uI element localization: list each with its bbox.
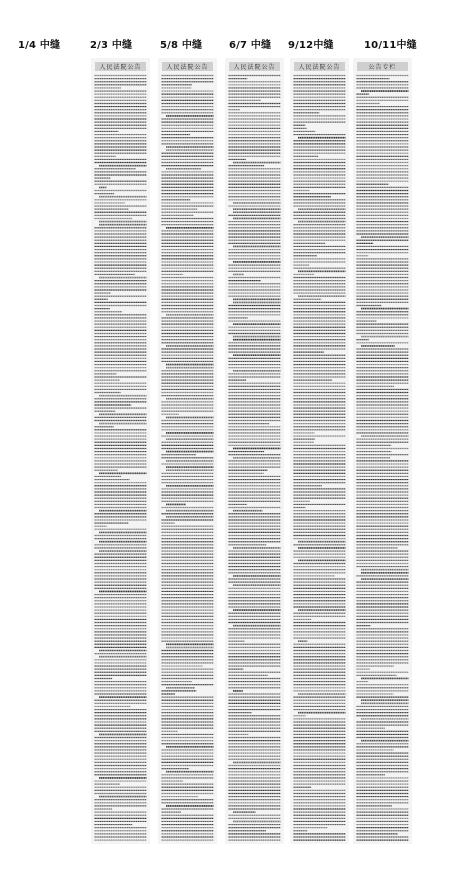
strip-header: 人民法院公告 bbox=[294, 62, 345, 71]
column-label-6-7: 6/7 中缝 bbox=[229, 40, 272, 51]
strip-body-text bbox=[161, 74, 214, 842]
column-label-1-4: 1/4 中缝 bbox=[18, 40, 61, 51]
gutter-strip-10-11 bbox=[353, 58, 412, 844]
strip-header: 人民法院公告 bbox=[95, 62, 146, 71]
text-block bbox=[293, 74, 346, 842]
text-block bbox=[161, 74, 214, 842]
strip-header: 人民法院公告 bbox=[229, 62, 280, 71]
gutter-strip-2-3 bbox=[91, 58, 150, 844]
column-label-2-3: 2/3 中缝 bbox=[90, 40, 133, 51]
gutter-strip-5-8 bbox=[158, 58, 217, 844]
column-label-9-12: 9/12中缝 bbox=[288, 40, 334, 51]
strip-header: 人民法院公告 bbox=[162, 62, 213, 71]
strip-body-text bbox=[94, 74, 147, 842]
strip-body-text bbox=[356, 74, 409, 842]
gutter-strip-9-12 bbox=[290, 58, 349, 844]
strip-body-text bbox=[228, 74, 281, 842]
strip-header: 公告专栏 bbox=[357, 62, 408, 71]
text-block bbox=[94, 74, 147, 842]
strip-body-text bbox=[293, 74, 346, 842]
gutter-strip-6-7 bbox=[225, 58, 284, 844]
text-block bbox=[228, 74, 281, 842]
column-label-5-8: 5/8 中缝 bbox=[160, 40, 203, 51]
text-block bbox=[356, 74, 409, 842]
column-label-10-11: 10/11中缝 bbox=[364, 40, 417, 51]
